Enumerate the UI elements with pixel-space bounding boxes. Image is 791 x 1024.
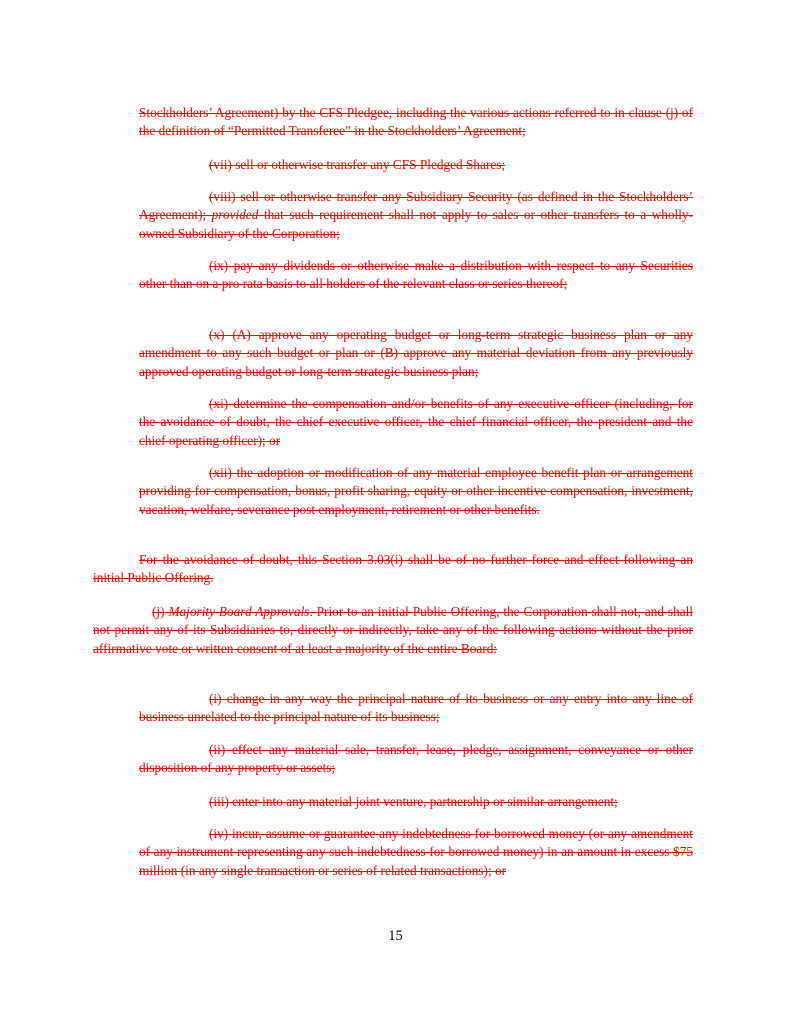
deleted-clause-j-i: (i) change in any way the principal nature of its business or any entry into any line of business unrelated to the principal nature of its business; [139,691,693,725]
deleted-clause-j-ii: (ii) effect any material sale, transfer, lease, pledge, assignment, conveyance or other disposition of any property or assets; [139,742,693,776]
deleted-clause-x: (x) (A) approve any operating budget or long-term strategic business plan or any amendment to any such budget or plan or (B) approve any material deviation from any previously approved operating budget or long-term strategic business plan; [139,327,693,379]
deleted-section-j-majority-board-approvals [93,603,693,658]
deleted-clause-j-iv: (iv) incur, assume or guarantee any indebtedness for borrowed money (or any amendment of any instrument representing any such indebtedness for borrowed money) in an amount in excess $75 million (in any single transaction or series of related transactions); or [139,826,693,878]
section-j-text: . Prior to an initial Public Offering, the Corporation shall not, and shall not permit any of its Subsidiaries to, directly or indirectly, take any of the following actions without the prior affirmative vote or written consent of at least a majority of the entire Board: [93,604,694,656]
deleted-clause-ix: (ix) pay any dividends or otherwise make a distribution with respect to any Securities other than on a pro rata basis to all holders of the relevant class or series thereof; [139,258,693,292]
section-j-heading: Majority Board Approvals [168,604,310,619]
clause-viii-text-start: (viii) sell or otherwise transfer any Subsidiary Security (as defined in the Stockholders’ Agreement); [139,189,693,223]
deleted-clause-vii: (vii) sell or otherwise transfer any CFS Pledged Shares; [209,157,506,172]
deleted-clause-viii [139,188,693,243]
section-j-label: (j) [152,604,169,619]
clause-viii-italic-term: provided [211,207,259,223]
deleted-clause-j-iii: (iii) enter into any material joint venture, partnership or similar arrangement; [209,794,618,809]
deleted-avoidance-note: For the avoidance of doubt, this Section 3.03(i) shall be of no further force and effect following an initial Public Offering. [93,552,693,586]
deleted-paragraph-continuation: Stockholders’ Agreement) by the CFS Pledgee, including the various actions referred to in clause (j) of the definition of “Permitted Transferee” in the Stockholders’ Agreement; [139,105,693,139]
clause-viii-text-end: that such requirement shall not apply to sales or other transfers to a wholly-owned Subsidiary of the Corporation; [139,207,693,241]
page-number: 15 [388,928,403,944]
deleted-clause-xii: (xii) the adoption or modification of any material employee benefit plan or arrangement providing for compensation, bonus, profit sharing, equity or other incentive compensation, investment, vacation, welfare, severance post employment, retirement or other benefits. [139,465,693,517]
deleted-clause-xi: (xi) determine the compensation and/or benefits of any executive officer (including, for the avoidance of doubt, the chief executive officer, the chief financial officer, the president and the chief operating officer); or [139,396,693,448]
